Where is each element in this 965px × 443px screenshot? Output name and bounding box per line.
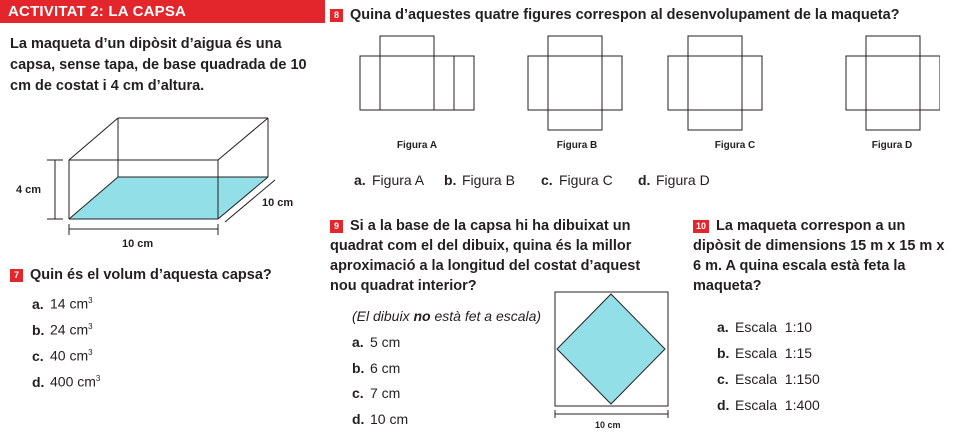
q10-option-letter: b. bbox=[717, 345, 730, 361]
q8-option-value: Figura C bbox=[559, 172, 613, 188]
q8-option-letter: d. bbox=[638, 172, 651, 188]
q7-number: 7 bbox=[10, 269, 23, 282]
q7-text: Quin és el volum d’aquesta capsa? bbox=[30, 267, 272, 283]
q8-option-d[interactable] bbox=[638, 172, 710, 188]
q10-text: La maqueta correspon a un dipòsit de dimensions 15 m x 15 m x 6 m. A quina escala està feta la maqueta? bbox=[693, 218, 945, 294]
q10-option-value: Escala 1:15 bbox=[735, 345, 813, 361]
q7-option-letter: c. bbox=[32, 347, 44, 364]
q10-option-value: Escala 1:150 bbox=[735, 371, 820, 387]
q9-option-letter: d. bbox=[352, 411, 365, 427]
q8-title bbox=[330, 5, 960, 25]
q10-option-value: Escala 1:400 bbox=[735, 397, 820, 413]
q9-number: 9 bbox=[330, 220, 343, 233]
box-base-fill bbox=[69, 177, 268, 219]
height-label: 4 cm bbox=[16, 184, 42, 196]
q9-note-pre: (El dibuix bbox=[352, 308, 414, 324]
q9-option-value: 7 cm bbox=[370, 385, 401, 401]
net-figure-a bbox=[360, 36, 474, 110]
intro-part2: , de base quadrada de 10 cm de costat i 4 cm d’altura. bbox=[10, 57, 307, 94]
q7-option-value: 14 cm bbox=[50, 295, 89, 312]
q8-option-c[interactable] bbox=[541, 172, 613, 188]
q7-option-letter: b. bbox=[32, 321, 45, 338]
depth-label: 10 cm bbox=[262, 197, 294, 209]
q7-option-c[interactable] bbox=[32, 345, 93, 364]
q9-option-value: 10 cm bbox=[370, 411, 409, 427]
q7-option-d[interactable] bbox=[32, 371, 100, 390]
q9-option-value: 6 cm bbox=[370, 360, 401, 376]
q9-figure-label: 10 cm bbox=[595, 420, 621, 430]
q10-option-letter: a. bbox=[717, 319, 729, 335]
q7-option-sup: 3 bbox=[88, 348, 93, 357]
q7-option-sup: 3 bbox=[95, 374, 101, 383]
q7-option-sup: 3 bbox=[88, 322, 93, 331]
q8-number: 8 bbox=[330, 9, 343, 22]
q8-text: Quina d’aquestes quatre figures correspon al desenvolupament de la maqueta? bbox=[350, 7, 900, 23]
q10-option-d[interactable] bbox=[717, 397, 820, 413]
q7-option-letter: d. bbox=[32, 373, 45, 390]
figure-d-label: Figura D bbox=[871, 140, 913, 151]
q9-option-d[interactable] bbox=[352, 411, 408, 427]
q9-square-figure bbox=[548, 288, 678, 423]
q8-nets-figure bbox=[340, 30, 940, 135]
q10-option-letter: c. bbox=[717, 371, 729, 387]
q8-option-value: Figura B bbox=[462, 172, 515, 188]
q9-option-letter: c. bbox=[352, 385, 364, 401]
q8-option-b[interactable] bbox=[444, 172, 515, 188]
q10-number: 10 bbox=[693, 220, 709, 233]
width-label: 10 cm bbox=[122, 238, 154, 250]
box-3d-figure bbox=[0, 110, 320, 255]
intro-part1: La maqueta d’un dipòsit d’aigua és una capsa, bbox=[10, 36, 282, 73]
net-figure-b bbox=[528, 36, 622, 130]
q9-text: Si a la base de la capsa hi ha dibuixat un quadrat com el del dibuix, quina és la millor aproximació a la longitud del costat d’aquest nou quadrat interior? bbox=[330, 218, 641, 294]
inner-square bbox=[557, 294, 665, 404]
q8-option-value: Figura D bbox=[656, 172, 710, 188]
q9-note bbox=[352, 308, 541, 324]
net-figure-d bbox=[846, 36, 940, 130]
q9-note-bold: no bbox=[413, 308, 431, 324]
q7-option-value: 40 cm bbox=[50, 347, 89, 364]
q9-option-b[interactable] bbox=[352, 360, 400, 376]
intro-text bbox=[10, 34, 310, 97]
q8-option-a[interactable] bbox=[354, 172, 424, 188]
q10-option-c[interactable] bbox=[717, 371, 820, 387]
q10-option-a[interactable] bbox=[717, 319, 812, 335]
q7-option-a[interactable] bbox=[32, 293, 93, 312]
q8-option-letter: b. bbox=[444, 172, 457, 188]
q10-title bbox=[693, 216, 955, 296]
figure-a-label: Figura A bbox=[396, 140, 438, 151]
q7-title bbox=[10, 265, 320, 285]
q8-option-letter: c. bbox=[541, 172, 553, 188]
q9-option-c[interactable] bbox=[352, 385, 400, 401]
intro-bold: sense tapa bbox=[59, 57, 135, 73]
q8-option-letter: a. bbox=[354, 172, 366, 188]
q7-option-sup: 3 bbox=[88, 296, 93, 305]
q7-option-value: 24 cm bbox=[50, 321, 89, 338]
q9-option-letter: a. bbox=[352, 334, 364, 350]
q9-option-value: 5 cm bbox=[370, 334, 401, 350]
q9-note-post: està fet a escala) bbox=[430, 308, 542, 324]
q7-option-letter: a. bbox=[32, 295, 44, 312]
q8-option-value: Figura A bbox=[372, 172, 425, 188]
figure-c-label: Figura C bbox=[714, 140, 756, 151]
q9-title bbox=[330, 216, 655, 296]
q9-option-letter: b. bbox=[352, 360, 365, 376]
activity-header: ACTIVITAT 2: LA CAPSA bbox=[0, 0, 325, 23]
q7-option-value: 400 cm bbox=[50, 373, 96, 390]
figure-b-label: Figura B bbox=[556, 140, 598, 151]
q10-option-value: Escala 1:10 bbox=[735, 319, 813, 335]
q9-option-a[interactable] bbox=[352, 334, 400, 350]
net-figure-c bbox=[668, 36, 762, 130]
q7-option-b[interactable] bbox=[32, 319, 93, 338]
q10-option-b[interactable] bbox=[717, 345, 812, 361]
q10-option-letter: d. bbox=[717, 397, 730, 413]
